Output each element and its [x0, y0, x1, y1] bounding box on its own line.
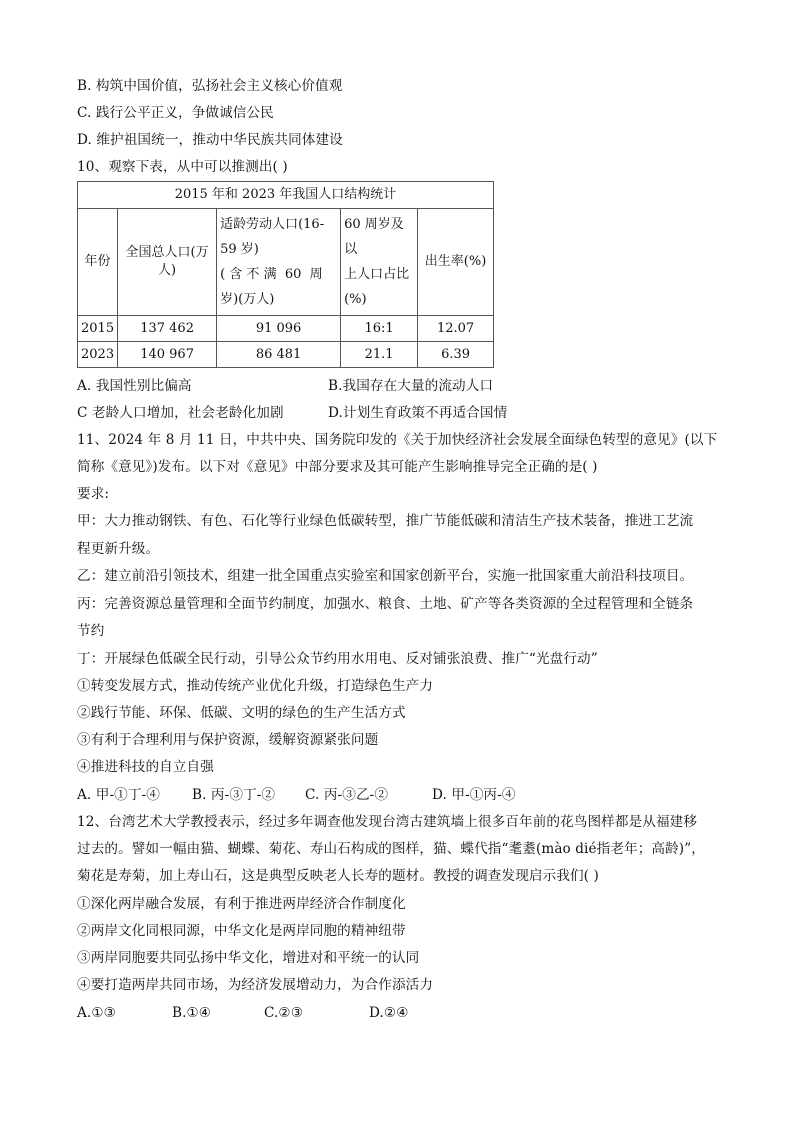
cell-labor: 91 096	[217, 316, 341, 342]
header-elderly-line: 60 周岁及	[344, 217, 404, 232]
q11-item: ④推进科技的自立自强	[77, 759, 214, 775]
cell-birth: 12.07	[418, 316, 494, 342]
header-elderly-share	[341, 209, 418, 316]
q9-option-b: B. 构筑中国价值，弘扬社会主义核心价值观	[77, 78, 343, 94]
q12-option-c: C.②③	[264, 1005, 304, 1021]
table-header-row	[78, 209, 494, 316]
header-elderly-line: 上人口占比	[344, 267, 410, 282]
header-labor-line: 适龄劳动人口(16-	[220, 217, 325, 232]
q12-option-d: D.②④	[369, 1005, 409, 1021]
header-total-population	[118, 209, 217, 316]
header-total-line: 全国总人口(万	[125, 245, 209, 260]
q11-option-c: C. 丙-③乙-②	[305, 787, 389, 803]
q12-item: ④要打造两岸共同市场，为经济发展增动力，为合作添活力	[77, 977, 434, 993]
cell-birth: 6.39	[418, 342, 494, 368]
cell-year: 2015	[78, 316, 118, 342]
table-row	[78, 342, 494, 368]
cell-elderly: 16:1	[341, 316, 418, 342]
q10-option-b: B.我国存在大量的流动人口	[328, 378, 494, 394]
q11-stem-line: 简称《意见》)发布。以下对《意见》中部分要求及其可能产生影响推导完全正确的是( )	[77, 459, 598, 475]
q12-item: ①深化两岸融合发展，有利于推进两岸经济合作制度化	[77, 896, 406, 912]
q12-option-b: B.①④	[172, 1005, 212, 1021]
q11-requirements-label: 要求:	[77, 486, 110, 502]
header-labor-line: 59 岁)	[220, 242, 259, 257]
header-labor-line: 岁)(万人)	[220, 292, 275, 307]
q12-stem-line: 菊花是寿菊，加上寿山石，这是典型反映老人长寿的题材。教授的调查发现启示我们( )	[77, 868, 599, 884]
q11-req-jia-cont: 程更新升级。	[77, 541, 160, 557]
q11-option-a: A. 甲-①丁-④	[77, 787, 160, 803]
q10-stem: 10、观察下表，从中可以推测出( )	[77, 159, 288, 175]
q11-stem-line: 11、2024 年 8 月 11 日，中共中央、国务院印发的《关于加快经济社会发展全面绿色转型的意见》(以下	[77, 432, 718, 448]
q9-option-d: D. 维护祖国统一，推动中华民族共同体建设	[77, 132, 343, 148]
q12-item: ②两岸文化同根同源，中华文化是两岸同胞的精神纽带	[77, 923, 406, 939]
q11-item: ②践行节能、环保、低碳、文明的绿色的生产生活方式	[77, 705, 406, 721]
header-year: 年份	[78, 209, 118, 316]
header-birth-rate: 出生率(%)	[418, 209, 494, 316]
header-elderly-line: (%)	[344, 292, 367, 307]
q11-option-d: D. 甲-①丙-④	[432, 787, 516, 803]
cell-total: 140 967	[118, 342, 217, 368]
q12-stem-line: 12、台湾艺术大学教授表示，经过多年调查他发现台湾古建筑墙上很多百年前的花鸟图样都是从福建移	[77, 814, 698, 830]
q11-req-bing-cont: 节约	[77, 623, 105, 639]
cell-elderly: 21.1	[341, 342, 418, 368]
header-elderly-line: 以	[344, 242, 358, 257]
population-table	[77, 181, 494, 368]
q12-stem-line: 过去的。譬如一幅由猫、蝴蝶、菊花、寿山石构成的图样，猫、蝶代指“耄耋(mào dié指老年；高龄)”，	[77, 841, 705, 857]
q11-req-jia: 甲：大力推动钢铁、有色、石化等行业绿色低碳转型，推广节能低碳和清洁生产技术装备，推进工艺流	[77, 513, 694, 529]
header-total-line: 人)	[158, 263, 177, 278]
q10-option-a: A. 我国性别比偏高	[77, 378, 192, 394]
q11-req-yi: 乙：建立前沿引领技术，组建一批全国重点实验室和国家创新平台，实施一批国家重大前沿科技项目。	[77, 568, 694, 584]
q12-item: ③两岸同胞要共同弘扬中华文化，增进对和平统一的认同	[77, 950, 420, 966]
table-title-row	[78, 182, 494, 209]
q11-option-b: B. 丙-③丁-②	[192, 787, 276, 803]
q11-req-bing: 丙：完善资源总量管理和全面节约制度，加强水、粮食、土地、矿产等各类资源的全过程管理和全链条	[77, 596, 694, 612]
table-title: 2015 年和 2023 年我国人口结构统计	[78, 182, 494, 209]
table-row	[78, 316, 494, 342]
header-labor-population	[217, 209, 341, 316]
q9-option-c: C. 践行公平正义，争做诚信公民	[77, 105, 274, 121]
q10-option-c: C 老龄人口增加，社会老龄化加剧	[77, 405, 284, 421]
q12-option-a: A.①③	[77, 1005, 116, 1021]
q11-req-ding: 丁：开展绿色低碳全民行动，引导公众节约用水用电、反对铺张浪费、推广“光盘行动”	[77, 651, 598, 667]
cell-total: 137 462	[118, 316, 217, 342]
header-labor-line: ( 含 不 满 60 周	[220, 267, 323, 282]
q10-option-d: D.计划生育政策不再适合国情	[328, 405, 508, 421]
q11-item: ①转变发展方式，推动传统产业优化升级，打造绿色生产力	[77, 678, 434, 694]
cell-labor: 86 481	[217, 342, 341, 368]
cell-year: 2023	[78, 342, 118, 368]
q11-item: ③有利于合理利用与保护资源，缓解资源紧张问题	[77, 732, 379, 748]
